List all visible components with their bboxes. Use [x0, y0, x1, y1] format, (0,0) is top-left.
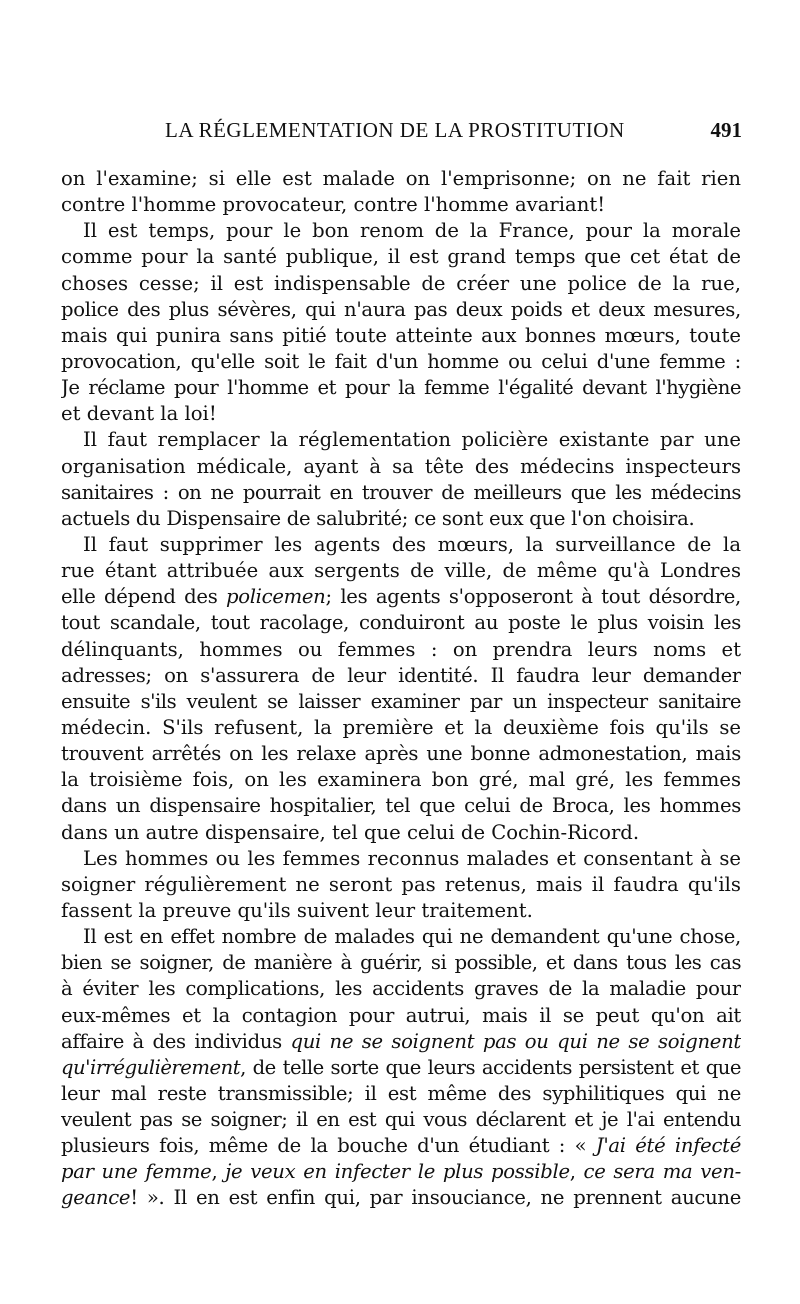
text-line: organisation médicale, ayant à sa tête des médecins inspecteurs — [61, 454, 741, 478]
text-line: bien se soigner, de manière à guérir, si possible, et dans tous les cas — [61, 951, 741, 975]
text-line: actuels du Dispensaire de salubrité; ce sont eux que l'on choisira. — [61, 506, 695, 530]
text-line: la troisième fois, on les examinera bon gré, mal gré, les femmes — [61, 768, 741, 792]
text-line: Je réclame pour l'homme et pour la femme l'égalité devant l'hygiène — [61, 376, 741, 400]
text-line: Les hommes ou les femmes reconnus malades et consentant à se — [83, 846, 741, 870]
text-line: à éviter les complications, les accidents graves de la maladie pour — [61, 977, 741, 1001]
text-line: leur mal reste transmissible; il est même des syphilitiques qui ne — [61, 1081, 741, 1105]
running-header — [60, 118, 742, 148]
text-line: sanitaires : on ne pourrait en trouver de meilleurs que les médecins — [61, 480, 741, 504]
text-line: mais qui punira sans pitié toute atteinte aux bonnes mœurs, toute — [61, 323, 741, 347]
text-line: dans un autre dispensaire, tel que celui de Cochin-Ricord. — [61, 820, 640, 844]
page-number: 491 — [710, 118, 742, 142]
text-line: elle dépend des policemen; les agents s'opposeront à tout désordre, — [61, 585, 741, 609]
text-line: geance! ». Il en est enfin qui, par insouciance, ne prennent aucune — [61, 1186, 741, 1210]
text-line: comme pour la santé publique, il est grand temps que cet état de — [61, 245, 741, 269]
text-line: Il est en effet nombre de malades qui ne demandent qu'une chose, — [83, 925, 741, 949]
text-line: Il faut remplacer la réglementation policière existante par une — [83, 428, 741, 452]
text-line: Il est temps, pour le bon renom de la France, pour la morale — [83, 219, 741, 243]
text-line: trouvent arrêtés on les relaxe après une bonne admonestation, mais — [61, 742, 741, 766]
running-title: LA RÉGLEMENTATION DE LA PROSTITUTION — [165, 118, 625, 142]
text-line: police des plus sévères, qui n'aura pas deux poids et deux mesures, — [61, 297, 741, 321]
text-line: contre l'homme provocateur, contre l'homme avariant! — [61, 193, 606, 217]
text-line: Il faut supprimer les agents des mœurs, la surveillance de la — [83, 532, 741, 556]
text-line: on l'examine; si elle est malade on l'emprisonne; on ne fait rien — [61, 167, 741, 190]
text-line: et devant la loi! — [61, 402, 217, 426]
text-line: fassent la preuve qu'ils suivent leur traitement. — [61, 898, 533, 922]
text-line: veulent pas se soigner; il en est qui vous déclarent et je l'ai entendu — [61, 1108, 741, 1132]
text-line: médecin. S'ils refusent, la première et la deuxième fois qu'ils se — [61, 715, 741, 739]
text-line: plusieurs fois, même de la bouche d'un étudiant : « J'ai été infecté — [61, 1134, 741, 1158]
text-line: provocation, qu'elle soit le fait d'un homme ou celui d'une femme : — [61, 349, 741, 373]
text-line: ensuite s'ils veulent se laisser examiner par un inspecteur sanitaire — [61, 689, 741, 713]
text-line: affaire à des individus qui ne se soignent pas ou qui ne se soignent — [61, 1029, 741, 1053]
text-line: par une femme, je veux en infecter le plus possible, ce sera ma ven- — [61, 1160, 741, 1184]
text-line: qu'irrégulièrement, de telle sorte que leurs accidents persistent et que — [61, 1055, 741, 1079]
text-line: tout scandale, tout racolage, conduiront au poste le plus voisin les — [61, 611, 741, 635]
text-line: rue étant attribuée aux sergents de ville, de même qu'à Londres — [61, 559, 741, 583]
page-body — [61, 166, 741, 1212]
text-line: eux-mêmes et la contagion pour autrui, mais il se peut qu'on ait — [61, 1003, 741, 1027]
text-line: choses cesse; il est indispensable de créer une police de la rue, — [61, 271, 741, 295]
text-line: adresses; on s'assurera de leur identité. Il faudra leur demander — [61, 663, 741, 687]
text-line: délinquants, hommes ou femmes : on prendra leurs noms et — [61, 637, 741, 661]
text-line: dans un dispensaire hospitalier, tel que celui de Broca, les hommes — [61, 794, 741, 818]
text-line: soigner régulièrement ne seront pas retenus, mais il faudra qu'ils — [61, 872, 741, 896]
